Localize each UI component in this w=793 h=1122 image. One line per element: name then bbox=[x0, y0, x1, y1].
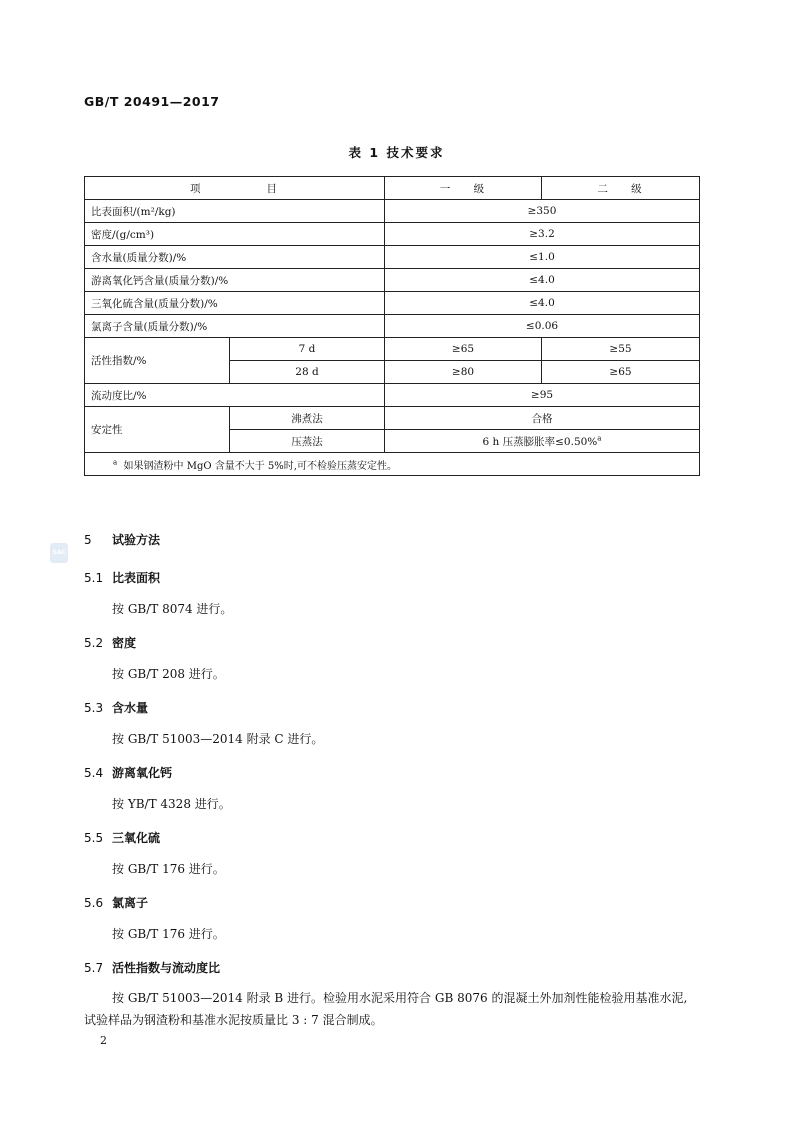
section-title: 三氧化硫 bbox=[112, 831, 161, 845]
section-title: 游离氧化钙 bbox=[112, 766, 173, 780]
row-value: ≤4.0 bbox=[385, 269, 700, 292]
section-heading bbox=[84, 959, 220, 976]
row-value: ≤0.06 bbox=[385, 315, 700, 338]
grade2-value: ≥55 bbox=[542, 338, 700, 361]
section-text: 按 GB/T 51003—2014 附录 B 进行。检验用水泥采用符合 GB 8076 的混凝土外加剂性能检验用基准水泥,试验样品为钢渣粉和基准水泥按质量比 3 : 7 混合制成。 bbox=[84, 991, 688, 1027]
table-row bbox=[85, 315, 700, 338]
header-grade-2: 二 级 bbox=[542, 177, 700, 200]
header-item: 项 目 bbox=[85, 177, 385, 200]
section-number: 5 bbox=[84, 533, 92, 547]
table-row bbox=[85, 338, 700, 361]
table-row bbox=[85, 223, 700, 246]
row-label: 密度/(g/cm³) bbox=[85, 223, 385, 246]
table-row bbox=[85, 246, 700, 269]
section-heading bbox=[84, 569, 160, 586]
row-value: 合格 bbox=[385, 407, 700, 430]
table-note-row bbox=[85, 453, 700, 476]
technical-requirements-table bbox=[84, 176, 700, 476]
section-number: 5.2 bbox=[84, 636, 104, 650]
age-28d: 28 d bbox=[230, 361, 385, 384]
autoclave-value: 6 h 压蒸膨胀率≤0.50% bbox=[482, 435, 598, 448]
row-value: ≥3.2 bbox=[385, 223, 700, 246]
section-title: 活性指数与流动度比 bbox=[112, 961, 221, 975]
section-number: 5.4 bbox=[84, 766, 104, 780]
table-row bbox=[85, 407, 700, 430]
row-label: 安定性 bbox=[85, 407, 230, 453]
sac-watermark: SAC bbox=[50, 543, 68, 563]
method-autoclave: 压蒸法 bbox=[230, 430, 385, 453]
row-value bbox=[385, 430, 700, 453]
row-label: 比表面积/(m²/kg) bbox=[85, 200, 385, 223]
table-row bbox=[85, 292, 700, 315]
section-number: 5.5 bbox=[84, 831, 104, 845]
row-value: ≥95 bbox=[385, 384, 700, 407]
method-boiling: 沸煮法 bbox=[230, 407, 385, 430]
section-heading bbox=[84, 894, 148, 911]
table-row bbox=[85, 384, 700, 407]
section-text: 按 GB/T 176 进行。 bbox=[112, 927, 225, 941]
row-value: ≤4.0 bbox=[385, 292, 700, 315]
section-number: 5.3 bbox=[84, 701, 104, 715]
section-text: 按 GB/T 176 进行。 bbox=[112, 862, 225, 876]
grade2-value: ≥65 bbox=[542, 361, 700, 384]
table-row bbox=[85, 269, 700, 292]
section-heading bbox=[84, 764, 172, 781]
footnote-mark: a bbox=[113, 458, 118, 467]
table-note bbox=[85, 453, 700, 476]
section-title: 密度 bbox=[112, 636, 137, 650]
section-text: 按 YB/T 4328 进行。 bbox=[112, 797, 231, 811]
section-text: 按 GB/T 51003—2014 附录 C 进行。 bbox=[112, 732, 324, 746]
section-number: 5.6 bbox=[84, 896, 104, 910]
row-label: 含水量(质量分数)/% bbox=[85, 246, 385, 269]
section-heading bbox=[84, 634, 136, 651]
row-label: 游离氧化钙含量(质量分数)/% bbox=[85, 269, 385, 292]
row-value: ≥350 bbox=[385, 200, 700, 223]
footnote-ref: a bbox=[597, 434, 602, 442]
section-title: 比表面积 bbox=[112, 571, 161, 585]
header-grade-1: 一 级 bbox=[385, 177, 542, 200]
section-number: 5.1 bbox=[84, 571, 104, 585]
age-7d: 7 d bbox=[230, 338, 385, 361]
section-text: 按 GB/T 208 进行。 bbox=[112, 667, 225, 681]
section-title: 试验方法 bbox=[112, 533, 161, 547]
row-label: 活性指数/% bbox=[85, 338, 230, 384]
note-text: 如果钢渣粉中 MgO 含量不大于 5%时,可不检验压蒸安定性。 bbox=[123, 460, 397, 472]
row-label: 氯离子含量(质量分数)/% bbox=[85, 315, 385, 338]
table-header-row bbox=[85, 177, 700, 200]
page-number: 2 bbox=[100, 1034, 107, 1047]
section-heading bbox=[84, 829, 160, 846]
table-title: 表 1 技术要求 bbox=[348, 145, 445, 160]
table-row bbox=[85, 200, 700, 223]
row-value: ≤1.0 bbox=[385, 246, 700, 269]
section-heading bbox=[84, 699, 148, 716]
grade1-value: ≥65 bbox=[385, 338, 542, 361]
row-label: 流动度比/% bbox=[85, 384, 385, 407]
section-heading bbox=[84, 531, 160, 548]
section-number: 5.7 bbox=[84, 961, 104, 975]
row-label: 三氧化硫含量(质量分数)/% bbox=[85, 292, 385, 315]
grade1-value: ≥80 bbox=[385, 361, 542, 384]
section-text: 按 GB/T 8074 进行。 bbox=[112, 602, 233, 616]
section-title: 含水量 bbox=[112, 701, 149, 715]
standard-number: GB/T 20491—2017 bbox=[84, 94, 220, 109]
section-title: 氯离子 bbox=[112, 896, 149, 910]
